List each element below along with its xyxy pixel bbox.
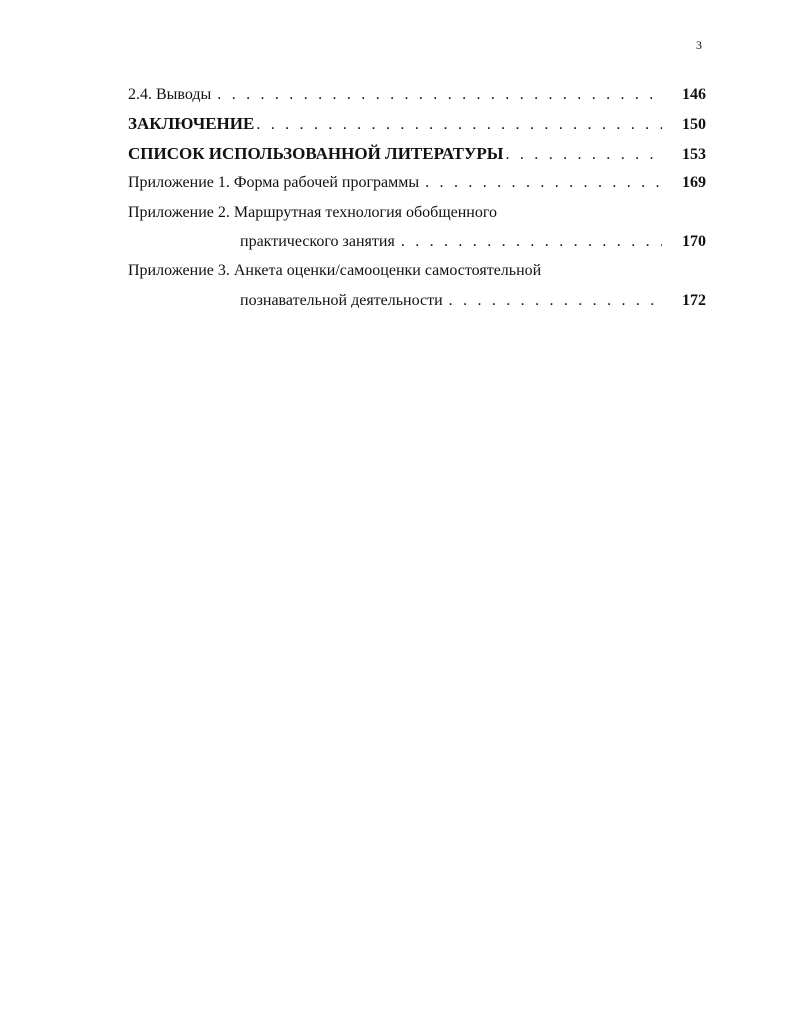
toc-entry-page: 153 (682, 145, 706, 163)
toc-entry-page: 170 (682, 232, 706, 250)
page-number: 3 (696, 38, 702, 52)
toc-entry-title: Приложение 3. Анкета оценки/самооценки самостоятельной (128, 262, 542, 280)
dot-leader (256, 110, 662, 139)
dot-leader (401, 227, 662, 256)
toc-entry-appendix-3-title (128, 256, 706, 285)
dot-leader (217, 80, 662, 109)
toc-entry-title-continuation: познавательной деятельности (240, 291, 443, 309)
toc-entry-title: ЗАКЛЮЧЕНИЕ (128, 114, 255, 134)
toc-entry-appendix-2-continuation (128, 227, 706, 256)
toc-entry-page: 146 (682, 86, 706, 103)
toc-entry-appendix-1 (128, 168, 706, 197)
toc-entry-title-continuation: практического занятия (240, 232, 395, 250)
dot-leader (506, 140, 663, 169)
toc-entry-appendix-2-title (128, 198, 706, 227)
dot-leader (425, 168, 662, 197)
toc-entry-title: Приложение 1. Форма рабочей программы (128, 174, 420, 192)
toc-entry-page: 169 (682, 174, 706, 192)
table-of-contents (128, 80, 706, 315)
toc-entry-page: 172 (682, 291, 706, 309)
toc-entry-section-2-4 (128, 80, 706, 109)
toc-entry-page: 150 (682, 116, 706, 134)
toc-entry-appendix-3-continuation (128, 286, 706, 315)
toc-entry-conclusion (128, 109, 706, 138)
toc-entry-title: 2.4. Выводы (128, 86, 212, 103)
dot-leader (449, 286, 662, 315)
toc-entry-references (128, 139, 706, 168)
toc-entry-title: СПИСОК ИСПОЛЬЗОВАННОЙ ЛИТЕРАТУРЫ (128, 143, 504, 163)
toc-entry-title: Приложение 2. Маршрутная технология обобщенного (128, 203, 498, 221)
